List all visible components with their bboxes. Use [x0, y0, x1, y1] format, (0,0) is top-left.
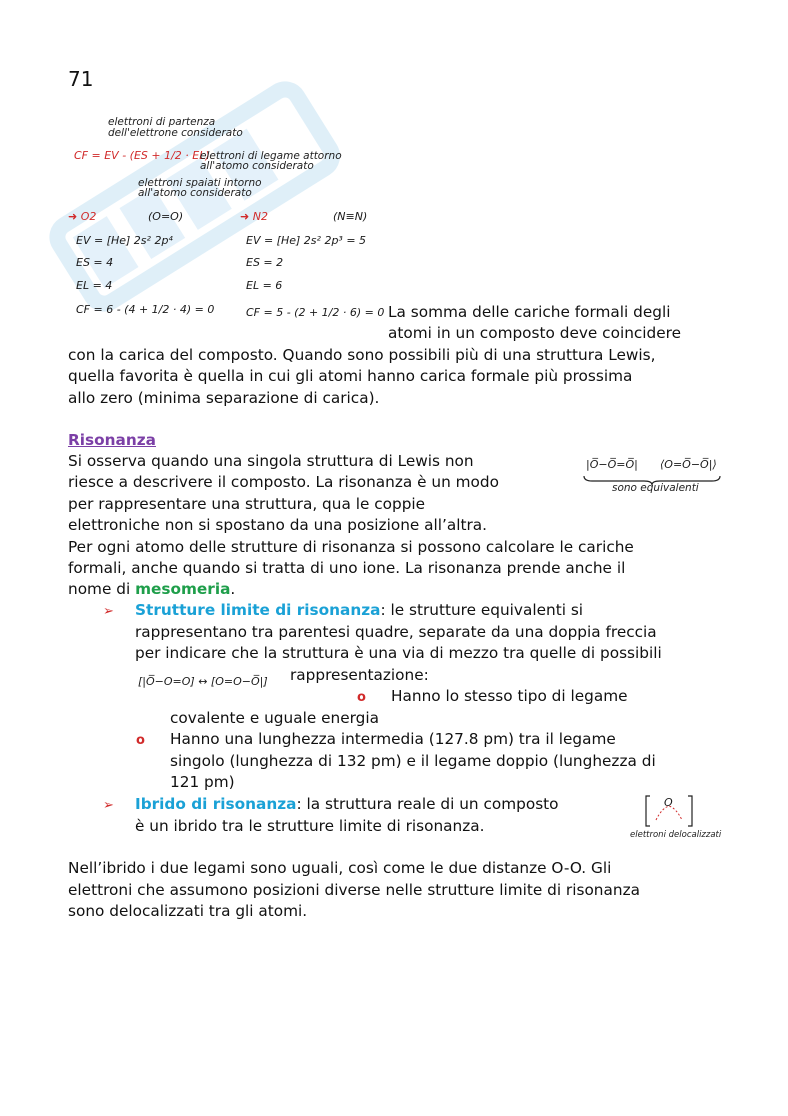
- closing-line-3: sono delocalizzati tra gli atomi.: [68, 902, 308, 920]
- example-o2-ev: EV = [He] 2s² 2p⁴: [76, 234, 173, 247]
- res-sketch-left: |O̅−O̅=O̅|: [586, 458, 638, 471]
- res-line-1: Si osserva quando una singola struttura di Lewis non: [68, 452, 474, 470]
- example-o2-el: EL = 4: [76, 279, 113, 292]
- sub2-line-1: Hanno una lunghezza intermedia (127.8 pm) tra il legame: [170, 730, 616, 748]
- sub1-line-2: covalente e uguale energia: [170, 709, 379, 727]
- hybrid-sketch-caption: elettroni delocalizzati: [630, 830, 722, 840]
- o-bullet-icon: o: [357, 690, 366, 705]
- note-right-2: all'atomo considerato: [200, 160, 314, 172]
- resonance-heading: Risonanza: [68, 431, 156, 449]
- closing-line-1: Nell’ibrido i due legami sono uguali, così come le due distanze O-O. Gli: [68, 859, 612, 877]
- term-hybrid: Ibrido di risonanza: [135, 795, 297, 813]
- fc-line-3: con la carica del composto. Quando sono possibili più di una struttura Lewis,: [68, 346, 656, 364]
- note-bottom-1: elettroni spaiati intorno: [138, 177, 262, 189]
- example-n2-el: EL = 6: [246, 279, 283, 292]
- note-bottom-2: all'atomo considerato: [138, 187, 252, 199]
- page-number: 71: [68, 67, 94, 91]
- hybrid-sketch-atom: O: [664, 796, 673, 809]
- term-mesomeria: mesomeria: [135, 580, 231, 598]
- formula-cf: [74, 149, 210, 162]
- example-o2-es: ES = 4: [76, 256, 114, 269]
- fc-line-4: quella favorita è quella in cui gli atomi hanno carica formale più prossima: [68, 367, 633, 385]
- example-o2-cf: CF = 6 - (4 + 1/2 · 4) = 0: [76, 303, 215, 316]
- res-line-7: nome di mesomeria.: [68, 580, 236, 598]
- formula-text: CF = EV - (ES + 1/2 · EL): [74, 149, 210, 162]
- res-line-5: Per ogni atomo delle strutture di risonanza si possono calcolare le cariche: [68, 538, 634, 556]
- closing-line-2: elettroni che assumono posizioni diverse nelle strutture limite di risonanza: [68, 881, 640, 899]
- example-n2-structure: (N≡N): [333, 210, 368, 223]
- example-o2-structure: (O=O): [148, 210, 184, 223]
- note-right-1: elettroni di legame attorno: [200, 150, 342, 162]
- limit-line-2: rappresentano tra parentesi quadre, separate da una doppia freccia: [135, 623, 657, 641]
- term-limit-structures: Strutture limite di risonanza: [135, 601, 381, 619]
- o-bullet-icon: o: [136, 733, 145, 748]
- hybrid-line-2: è un ibrido tra le strutture limite di risonanza.: [135, 817, 485, 835]
- res-line-6: formali, anche quando si tratta di uno ione. La risonanza prende anche il: [68, 559, 626, 577]
- fc-line-5: allo zero (minima separazione di carica).: [68, 389, 380, 407]
- example-o2-label: ➜ O2: [68, 210, 97, 223]
- example-n2-es: ES = 2: [246, 256, 284, 269]
- note-top-2: dell'elettrone considerato: [108, 127, 243, 139]
- limit-line-3: per indicare che la struttura è una via di mezzo tra quelle di possibili: [135, 644, 662, 662]
- limit-line-4: rappresentazione:: [290, 666, 429, 684]
- res-sketch-caption: sono equivalenti: [612, 482, 699, 494]
- limit-sketch: [|O̅−O=O] ↔ [O=O−O̅|]: [138, 675, 268, 688]
- res-line-4: elettroniche non si spostano da una posizione all’altra.: [68, 516, 488, 534]
- sub1-line-1: Hanno lo stesso tipo di legame: [391, 687, 628, 705]
- note-top-1: elettroni di partenza: [108, 116, 216, 128]
- example-n2-ev: EV = [He] 2s² 2p³ = 5: [246, 234, 367, 247]
- example-n2-label: ➜ N2: [240, 210, 268, 223]
- fc-line-1: La somma delle cariche formali degli: [388, 303, 671, 321]
- arrow-bullet-icon: ➢: [103, 798, 114, 813]
- sub2-line-3: 121 pm): [170, 773, 235, 791]
- res-sketch-right: ⟨O=O̅−O̅|⟩: [660, 458, 717, 471]
- hybrid-line-1: Ibrido di risonanza: la struttura reale di un composto: [135, 795, 559, 813]
- sub2-line-2: singolo (lunghezza di 132 pm) e il legame doppio (lunghezza di: [170, 752, 656, 770]
- example-n2-cf: CF = 5 - (2 + 1/2 · 6) = 0: [246, 306, 385, 319]
- arrow-bullet-icon: ➢: [103, 604, 114, 619]
- res-line-2: riesce a descrivere il composto. La risonanza è un modo: [68, 473, 499, 491]
- fc-line-2: atomi in un composto deve coincidere: [388, 324, 682, 342]
- limit-line-1: Strutture limite di risonanza: le strutture equivalenti si: [135, 601, 584, 619]
- res-line-3: per rappresentare una struttura, qua le coppie: [68, 495, 426, 513]
